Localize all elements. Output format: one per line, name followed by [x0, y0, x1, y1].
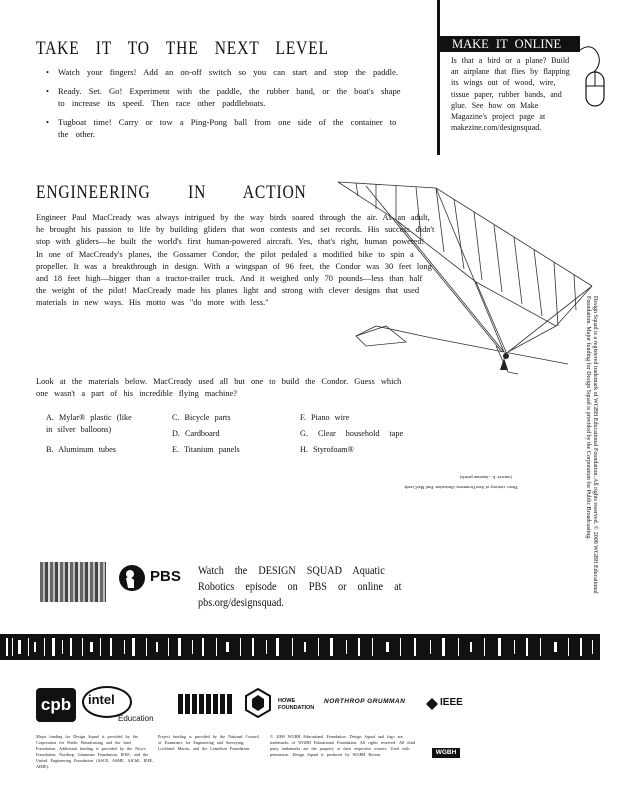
intel-education-label: Education — [118, 714, 154, 723]
tip-item: • Watch your fingers! Add an on-off switch so you can start and stop the paddle. — [40, 66, 410, 78]
quiz-option: D. Cardboard — [172, 429, 220, 438]
tip-item: • Ready. Set. Go! Experiment with the paddle, the rubber band, or the boat's shape to increase its speed. Then race other paddleboats. — [40, 85, 410, 109]
pbs-logo-icon — [118, 564, 146, 592]
tip-item: • Tugboat time! Carry or tow a Ping-Pong ball from one side of the container to the other. — [40, 116, 410, 140]
quiz-option: G. Clear household tape — [300, 429, 404, 438]
quiz-option: E. Titanium panels — [172, 445, 240, 454]
quiz-option: F. Piano wire — [300, 413, 350, 422]
engineering-title: ENGINEERING IN ACTION — [36, 182, 307, 203]
next-level-title: TAKE IT TO THE NEXT LEVEL — [36, 38, 329, 59]
cpb-logo: cpb — [36, 688, 76, 722]
engineering-body: Engineer Paul MacCready was always intrigued by the way birds soared through the air. As an adult, he brought his passion to life by building gliders that won contests and set records. His success didn't stop with gliders—he built the world's first human-powered aircraft. Yes, that's right, human powered! In one of MacCready's planes, the Gossamer Condor, the pilot pedaled a modified bike to spin a propeller. It was a breakthrough in design. With a wingspan of 96 feet, the Condor was 30 feet long and 18 feet high—bigger than a tractor-trailer truck. And it weighed only 70 pounds—less than half the weight of the pilot! MacCready made his planes light and strong with clever designs that used materials in new ways. His motto was "do more with less." — [36, 213, 435, 308]
ncees-logo — [178, 694, 232, 714]
decorative-barcode-strip — [0, 634, 600, 660]
design-squad-logo — [40, 562, 106, 602]
noyce-foundation-logo: HOWE FOUNDATION — [278, 698, 315, 711]
quiz-question: Look at the materials below. MacCready used all but one to build the Condor. Guess which one wasn't a part of his incredible flying machine? — [36, 377, 402, 399]
ieee-diamond-icon — [426, 698, 438, 710]
make-it-online-body: Is that a bird or a plane? Build an airplane that flies by flapping its wings out of wood, wire, tissue paper, rubber bands, and glue. See how on Make Magazine's project page at makezine.com/designsquad. — [451, 56, 570, 133]
vertical-credit: Design Squad is a registered trademark of WGBH Educational Foundation. All rights reserved. © 2008 WGBH Educational Foundation. Major funding for Design Squad is provided by the Corporation for Public Broadcasting. — [585, 296, 598, 594]
credits-col-3: © 2008 WGBH Educational Foundation. Design Squad and logo are trademarks of WGBH Educational Foundation. All rights reserved. All third party trademarks are the property of their respective owners. Used with permission. Design Squad is produced by WGBH Boston. — [270, 734, 416, 757]
credits-col-1: Major funding for Design Squad is provided by the Corporation for Public Broadcasting and the Intel Foundation. Additional funding is provided by the Noyce Foundation, Northrop Grumman Foundation, IEEE, and the United Engineering Foundation (ASCE, ASME, AIChE, IEEE, AIME). — [36, 734, 154, 769]
intel-label: intel — [88, 692, 115, 707]
ieee-logo: IEEE — [440, 697, 463, 708]
watch-text: Watch the DESIGN SQUAD Aquatic Robotics episode on PBS or online at pbs.org/designsquad. — [198, 563, 402, 609]
quiz-option: H. Styrofoam® — [300, 445, 354, 454]
credits-col-2: Project funding is provided by the National Council of Examiners for Engineering and Surveying, Lockheed Martin, and the Lemelson Foundation. — [158, 734, 259, 751]
make-it-online-title: MAKE IT ONLINE — [440, 36, 580, 52]
photo-credit: Photo: courtesy of AeroVironment; illustration: Paul MacCready — [404, 485, 518, 490]
quiz-option: B. Aluminum tubes — [46, 445, 116, 454]
sidebar-divider — [437, 0, 440, 155]
wgbh-logo: WGBH — [432, 748, 460, 758]
quiz-option: A. Mylar® plastic (like in silver balloons) — [46, 413, 132, 434]
quiz-answer: (answer: E—titanium panels) — [460, 475, 512, 480]
pbs-label: PBS — [150, 568, 181, 585]
gossamer-condor-image — [336, 176, 598, 396]
lemelson-logo-icon — [244, 688, 272, 718]
computer-mouse-icon — [578, 42, 610, 112]
tips-list — [40, 66, 410, 147]
quiz-option: C. Bicycle parts — [172, 413, 231, 422]
northrop-grumman-logo: NORTHROP GRUMMAN — [324, 698, 406, 705]
